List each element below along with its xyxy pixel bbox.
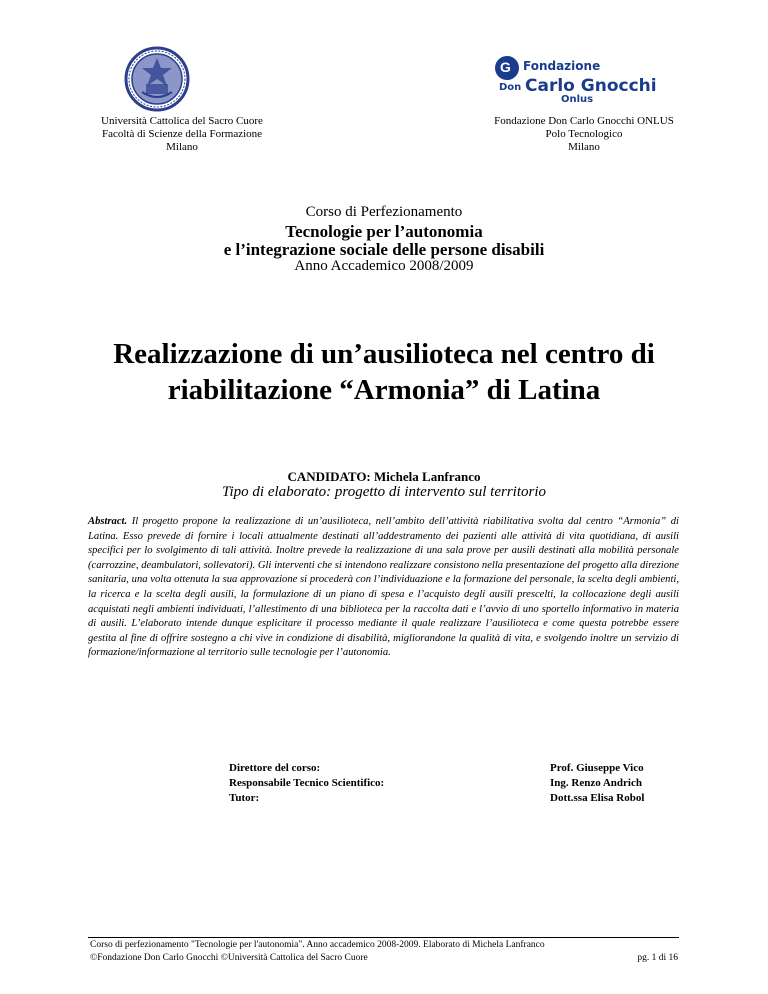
staff-names	[550, 761, 710, 806]
footer-divider	[88, 937, 679, 938]
fondazione-mark-icon: G	[495, 56, 519, 80]
abstract-label: Abstract.	[88, 516, 128, 527]
staff-name: Prof. Giuseppe Vico	[550, 762, 644, 774]
right-institution-line: Milano	[568, 141, 600, 153]
left-institution-line: Milano	[166, 141, 198, 153]
right-institution	[474, 115, 694, 154]
course-title-line-2: e l’integrazione sociale delle persone disabili	[223, 240, 545, 259]
abstract-text: Il progetto propone la realizzazione di un’ausilioteca, nell’ambito dell’attività riabilitativa svolta dal centro “Armonia” di Latina. Esso prevede di fornire i locali attualmente destinati all’addestramento dei pazienti alle attività di vita quotidiana, di ausili specifici per lo svolgimento di tali attività. Inoltre prevede la realizzazione di una sala prove per ausili destinati alla mobilità personale (carrozzine, deambulatori, sollevatori). Gli interventi che si intendono realizzare consistono nella presentazione del progetto alla direzione sanitaria, una volta ottenuta la sua approvazione si procederà con l’individuazione e la formazione del personale, la scelta degli ambienti, la ricerca e la scelta degli ausili, la formulazione di un piano di spesa e l’acquisto degli ausili prescelti, la collocazione degli ausili acquistati negli ambienti individuati, l’allestimento di una biblioteca per la raccolta dati e l’avvio di uno sportello informativo in materia di ausili. L’elaborato intende dunque esplicitare il processo mediante il quale realizzare l’ausilioteca e come questa potrebbe essere gestita al fine di offrire sostegno a chi vive in condizione di disabilità, migliorandone la qualità di vita, e svolgendo inoltre un servizio di formazione/informazione al territorio sulle tecnologie per l’autonomia.	[88, 516, 679, 659]
document-title-line-2: riabilitazione “Armonia” di Latina	[167, 374, 601, 406]
footer-course-line: Corso di perfezionamento "Tecnologie per l'autonomia". Anno accademico 2008-2009. Elaborato di Michela Lanfranco	[90, 940, 545, 950]
left-institution	[72, 115, 292, 154]
logo-line-2a: Don	[499, 82, 522, 93]
candidate: CANDIDATO: Michela Lanfranco	[287, 469, 481, 484]
academic-year: Anno Accademico 2008/2009	[294, 258, 474, 274]
left-institution-line: Facoltà di Scienze della Formazione	[101, 128, 263, 140]
left-institution-line: Università Cattolica del Sacro Cuore	[101, 115, 263, 127]
logo-line-2b: Carlo Gnocchi	[525, 76, 657, 96]
logo-line-3: Onlus	[561, 94, 594, 105]
right-institution-line: Fondazione Don Carlo Gnocchi ONLUS	[494, 115, 674, 127]
abstract	[88, 515, 679, 661]
right-institution-line: Polo Tecnologico	[545, 128, 623, 140]
staff-role: Direttore del corso:	[229, 762, 321, 774]
logo-line-1: Fondazione	[523, 59, 601, 73]
page-number: pg. 1 di 16	[637, 953, 678, 963]
fondazione-logo	[495, 56, 675, 105]
document-title	[60, 336, 708, 408]
document-title-line-1: Realizzazione di un’ausilioteca nel centro di	[113, 338, 655, 370]
staff-role: Tutor:	[229, 792, 260, 804]
staff-name: Dott.ssa Elisa Robol	[550, 792, 645, 804]
elaborate-type: Tipo di elaborato: progetto di intervento sul territorio	[221, 484, 547, 500]
course-kind: Corso di Perfezionamento	[305, 204, 463, 220]
footer-copyright-line: ©Fondazione Don Carlo Gnocchi ©Università Cattolica del Sacro Cuore	[90, 953, 368, 963]
university-seal-icon	[124, 46, 190, 112]
staff-role: Responsabile Tecnico Scientifico:	[229, 777, 385, 789]
staff-name: Ing. Renzo Andrich	[550, 777, 642, 789]
course-title-line-1: Tecnologie per l’autonomia	[285, 222, 483, 241]
staff-roles	[229, 761, 469, 806]
